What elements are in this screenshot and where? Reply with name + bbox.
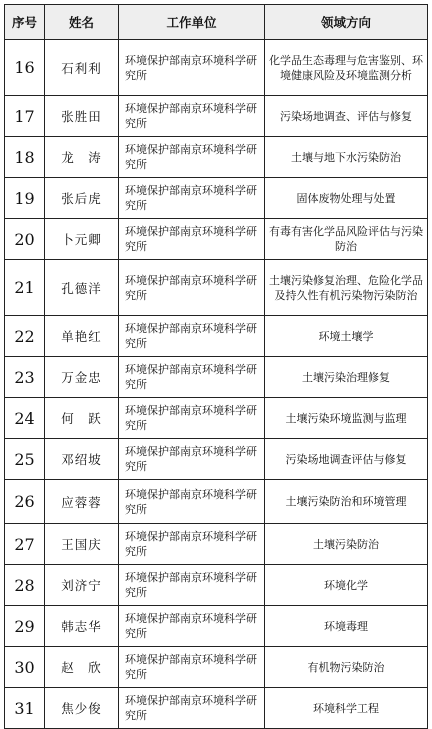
row-name: 刘济宁 [45,565,119,606]
row-name: 万金忠 [45,357,119,398]
row-name: 卜元卿 [45,219,119,260]
row-no: 23 [5,357,45,398]
header-field: 领域方向 [265,5,428,40]
row-no: 29 [5,606,45,647]
table-row [5,96,428,137]
header-org: 工作单位 [119,5,265,40]
row-name: 王国庆 [45,524,119,565]
row-no: 17 [5,96,45,137]
row-field: 污染场地调查评估与修复 [265,439,428,480]
table-row [5,260,428,316]
row-org: 环境保护部南京环境科学研究所 [119,439,265,480]
table-row [5,688,428,729]
row-field: 环境化学 [265,565,428,606]
table-row [5,606,428,647]
row-field: 固体废物处理与处置 [265,178,428,219]
row-no: 31 [5,688,45,729]
row-no: 25 [5,439,45,480]
row-field: 化学品生态毒理与危害鉴别、环境健康风险及环境监测分析 [265,40,428,96]
row-field: 有机物污染防治 [265,647,428,688]
row-field: 有毒有害化学品风险评估与污染防治 [265,219,428,260]
row-no: 21 [5,260,45,316]
table-row [5,357,428,398]
row-org: 环境保护部南京环境科学研究所 [119,260,265,316]
row-org: 环境保护部南京环境科学研究所 [119,178,265,219]
row-org: 环境保护部南京环境科学研究所 [119,40,265,96]
table-row [5,219,428,260]
row-org: 环境保护部南京环境科学研究所 [119,137,265,178]
header-name: 姓名 [45,5,119,40]
table-row [5,316,428,357]
row-name: 单艳红 [45,316,119,357]
row-field: 土壤与地下水污染防治 [265,137,428,178]
row-no: 30 [5,647,45,688]
row-no: 18 [5,137,45,178]
header-no: 序号 [5,5,45,40]
table-row [5,565,428,606]
row-name: 赵 欣 [45,647,119,688]
row-field: 土壤污染环境监测与监理 [265,398,428,439]
row-name: 韩志华 [45,606,119,647]
expert-table [4,4,428,729]
table-row [5,524,428,565]
table-header-row [5,5,428,40]
row-field: 污染场地调查、评估与修复 [265,96,428,137]
row-name: 龙 涛 [45,137,119,178]
row-no: 27 [5,524,45,565]
row-no: 24 [5,398,45,439]
row-org: 环境保护部南京环境科学研究所 [119,96,265,137]
table-row [5,647,428,688]
row-field: 土壤污染修复治理、危险化学品及持久性有机污染物污染防治 [265,260,428,316]
row-field: 土壤污染防治和环境管理 [265,480,428,524]
row-org: 环境保护部南京环境科学研究所 [119,565,265,606]
row-no: 28 [5,565,45,606]
row-no: 20 [5,219,45,260]
row-org: 环境保护部南京环境科学研究所 [119,606,265,647]
row-no: 22 [5,316,45,357]
row-no: 26 [5,480,45,524]
row-field: 土壤污染防治 [265,524,428,565]
table-row [5,398,428,439]
row-name: 张胜田 [45,96,119,137]
document-page [4,4,427,722]
row-org: 环境保护部南京环境科学研究所 [119,480,265,524]
row-org: 环境保护部南京环境科学研究所 [119,219,265,260]
row-field: 环境科学工程 [265,688,428,729]
row-name: 应蓉蓉 [45,480,119,524]
row-name: 张后虎 [45,178,119,219]
row-field: 土壤污染治理修复 [265,357,428,398]
row-no: 16 [5,40,45,96]
row-org: 环境保护部南京环境科学研究所 [119,398,265,439]
row-field: 环境毒理 [265,606,428,647]
table-row [5,178,428,219]
table-row [5,480,428,524]
table-row [5,439,428,480]
row-name: 孔德洋 [45,260,119,316]
row-field: 环境土壤学 [265,316,428,357]
row-name: 焦少俊 [45,688,119,729]
row-org: 环境保护部南京环境科学研究所 [119,316,265,357]
row-org: 环境保护部南京环境科学研究所 [119,647,265,688]
row-no: 19 [5,178,45,219]
row-org: 环境保护部南京环境科学研究所 [119,524,265,565]
row-name: 石利利 [45,40,119,96]
row-org: 环境保护部南京环境科学研究所 [119,357,265,398]
table-row [5,40,428,96]
row-name: 邓绍坡 [45,439,119,480]
row-name: 何 跃 [45,398,119,439]
row-org: 环境保护部南京环境科学研究所 [119,688,265,729]
table-row [5,137,428,178]
